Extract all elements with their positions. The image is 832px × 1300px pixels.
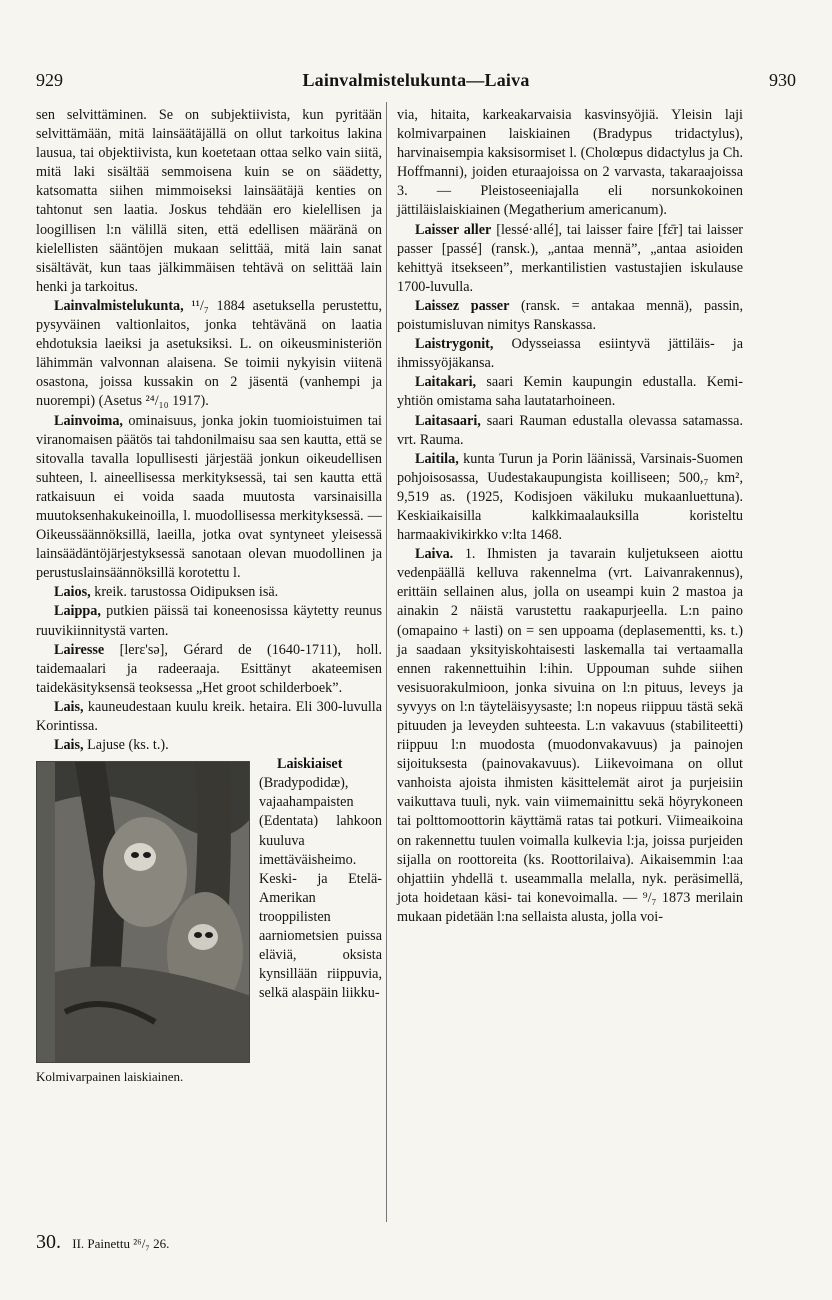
paragraph: sen selvittäminen. Se on subjektiivista, kun pyritään selvittämään, mitä lainsäätäjällä on ollut tarkoitus lakina lausua, tai objektiivista, kun koetetaan ottaa selko vain siitä, mitä laki sisältää semmoisena kuin se on säädetty, katsomatta siihen mimmoiseksi lainsäätäjä kenties on tahtonut sen laatia. Joskus tehdään ero kielellisen ja loogillisen l:n välillä siten, että edellisen määränä on kielellisten sääntöjen mukaan selittää, mitä lain sanat sisältävät, kun taas jälkimmäisen tehtävä on selittää lain henki ja tarkoitus. xyxy=(36,107,382,295)
print-info: II. Painettu ²⁶/₇ 26. xyxy=(72,1236,170,1251)
entry-headword: Lainvoima, xyxy=(54,412,123,429)
entry-headword: Laitila, xyxy=(415,450,459,467)
entry-body: Lajuse (ks. t.). xyxy=(87,737,169,754)
entry-body: (Bradypodidæ), vajaahampaisten (Edentata) lahkoon kuuluva imettäväisheimo. Keski- ja Etelä-Amerikan trooppilisten aarniometsien puissa eläviä, oksista kynsillään riippuvia, selkä alaspäin liikku- xyxy=(259,775,382,1002)
entry-headword: Laisser aller xyxy=(415,221,492,238)
sloth-photo xyxy=(36,761,250,1063)
entry-headword: Laitakari, xyxy=(415,374,477,391)
entry-headword: Lais, xyxy=(54,737,84,754)
entry-lainvoima xyxy=(36,412,382,584)
entry-laios xyxy=(36,583,382,602)
page-number-right: 930 xyxy=(769,70,796,90)
entry-laitasaari xyxy=(397,412,743,450)
paragraph: via, hitaita, karkeakarvaisia kasvinsyöjiä. Yleisin laji kolmivarpainen laiskiainen (Bradypus tridactylus), harvinaisempia kaksisormiset l. (Cholœpus didactylus ja Ch. Hoffmanni), joiden eturaajoissa on 2 varvasta, takaraajoissa 3. — Pleistoseeniajalla eli norsunkokoinen jättiläislaiskiainen (Megatherium americanum). xyxy=(397,107,743,219)
entry-lainvalmistelukunta xyxy=(36,297,382,412)
entry-laitila xyxy=(397,450,743,545)
column-divider xyxy=(386,102,387,1222)
entry-body: kreik. tarustossa Oidipuksen isä. xyxy=(94,584,279,601)
page-number-left: 929 xyxy=(36,70,63,90)
entry-headword: Laippa, xyxy=(54,603,101,620)
entry-headword: Laiva. xyxy=(415,546,454,563)
entry-body: (ransk. = antakaa mennä), passin, poistumisluvan nimitys Ranskassa. xyxy=(397,297,743,334)
entry-laiskiaiset xyxy=(36,755,382,1085)
entry-body: ominaisuus, jonka jokin tuomioistuimen tai viranomaisen päätös tai tahdonilmaisu saa sen kautta, että se sitovalla tavalla lopullisesti järjestää jonkun oikeudellisen suhteen, l. aineellisessa merkityksessä, tai sen kautta että ratkaisuun ei voida saada muutosta varsinaisilla muutoksenhakukeinoilla, l. muodollisessa merkityksessä. — Oikeussäännöksillä, laeilla, jotka ovat syntyneet yleisessä lainsäädäntöjärjestyksessä sanotaan olevan muodollinen ja perustuslainsäännöksillä korotettu l. xyxy=(36,412,382,582)
signature-mark: 30. xyxy=(36,1231,61,1253)
entry-body: Odysseiassa esiintyvä jättiläis- ja ihmissyöjäkansa. xyxy=(397,336,743,372)
entry-lais-2 xyxy=(36,736,382,755)
entry-laisser-aller xyxy=(397,221,743,297)
entry-headword: Lainvalmistelukunta, xyxy=(54,297,184,314)
entry-headword: Laitasaari, xyxy=(415,412,481,429)
running-title: Lainvalmistelukunta—Laiva xyxy=(302,70,530,90)
entry-body: 1. Ihmisten ja tavarain kuljetukseen aiottu vedenpäällä kelluva rakennelma (vrt. Laivanrakennus), erittäin sellainen alus, jolla on useampi kuin 2 mastoa ja ainakin 2 näistä varustettu raakapurjeella. L:n paino (omapaino + lasti) on = sen uppoama (deplasementti, ks. t.) ja saadaan yksityiskohtaisesti laskemalla tai vertaamalla ennen rakennettuihin l:ihin. Uppouman suhde siihen vesisuorakulmioon, jonka sivuina on l:n pituus, leveys ja syvyys on l:n täyteläisyysaste; l:n nopeus riippuu tästä sekä pituuden ja leveyden suhteesta. L:n vakavuus (stabiliteetti) riippuu l:n muodosta (muodonvakavuus) ja painojen sijoituksesta (painovakavuus). Liikevoimana on ollut vanhoista ajoista ihmisten käsittelemät airot ja purjeisiin vaikuttava tuuli, nyk. vain viimemainittu sekä höyrykoneen tai polttomoottorin käyttämä ratas tai potkuri. Viimeaikoina on rakennettu tuulen voimalla kulkevia l:ja, joissa purjeiden sijalla on roottoreita (ks. Roottorilaiva). Aikaisemmin l:aa ohjattiin yhdellä t. useammalla melalla, nyk. peräsimellä, jota hoidetaan käsi- tai konevoimalla. — ⁹/₇ 1873 merilain mukaan pidetään l:na sellaista alusta, jolla voi- xyxy=(397,546,744,925)
entry-lais xyxy=(36,698,382,736)
figure-caption: Kolmivarpainen laiskiainen. xyxy=(36,1069,184,1085)
left-column xyxy=(36,106,382,1088)
entry-body: kauneudestaan kuulu kreik. hetaira. Eli 300-luvulla Korintissa. xyxy=(36,698,383,734)
entry-lairesse xyxy=(36,641,382,698)
entry-body: [lerɛ'sǝ], Gérard de (1640-1711), holl. taidemaalari ja radeeraaja. Esittänyt akateemisen taidekäsityksensä teoksessa „Het groot schilderboek”. xyxy=(36,641,382,696)
entry-headword: Laissez passer xyxy=(415,297,510,314)
entry-laitakari xyxy=(397,373,743,411)
entry-body: kunta Turun ja Porin läänissä, Varsinais-Suomen pohjoisosassa, Uudestakaupungista koilliseen; 500,₇ km², 9,519 as. (1925, Kodisjoen väkiluku mukaanluettuna). Keskiaikaisilla kalkkimaalauksilla koristeltu harmaakivikirkko v:lta 1468. xyxy=(397,450,743,544)
figure xyxy=(36,761,251,1086)
entry-headword: Laios, xyxy=(54,584,91,601)
entry-body: ¹¹/₇ 1884 asetuksella perustettu, pysyväinen valtionlaitos, jonka tehtävänä on laatia ehdotuksia laeiksi ja asetuksiksi. L. on oikeusministeriön lähimmän valvonnan alaisena. Se toimii nykyisin viitenä osastona, joissa kussakin on 2 jäsentä (vanhempi ja nuorempi) (Asetus ²⁴/₁₀ 1917). xyxy=(36,297,382,410)
entry-body: putkien päissä tai koneenosissa käytetty reunus ruuvikiinnitystä varten. xyxy=(36,603,382,639)
entry-headword: Laistrygonit, xyxy=(415,336,494,353)
right-column xyxy=(397,106,743,927)
entry-headword: Laiskiaiset xyxy=(277,756,343,773)
entry-body: [lessé·allé], tai laisser faire [fɛ̄r] tai laisser passer [passé] (ransk.), „antaa mennä”, „antaa asioiden kehittyä itsekseen”, merkantilistien vastustajien iskulause 1700-luvulla. xyxy=(397,221,744,295)
entry-laissez-passer xyxy=(397,297,743,335)
entry-laistrygonit xyxy=(397,335,743,373)
entry-body: saari Kemin kaupungin edustalla. Kemi-yhtiön omistama saha lautatarhoineen. xyxy=(397,374,743,410)
entry-headword: Lairesse xyxy=(54,641,105,658)
page-header xyxy=(36,70,796,96)
entry-body: saari Rauman edustalla olevassa satamassa. vrt. Rauma. xyxy=(397,412,744,448)
page-footer xyxy=(36,1231,169,1254)
entry-laippa xyxy=(36,602,382,640)
entry-laiva xyxy=(397,545,743,927)
entry-headword: Lais, xyxy=(54,698,84,715)
